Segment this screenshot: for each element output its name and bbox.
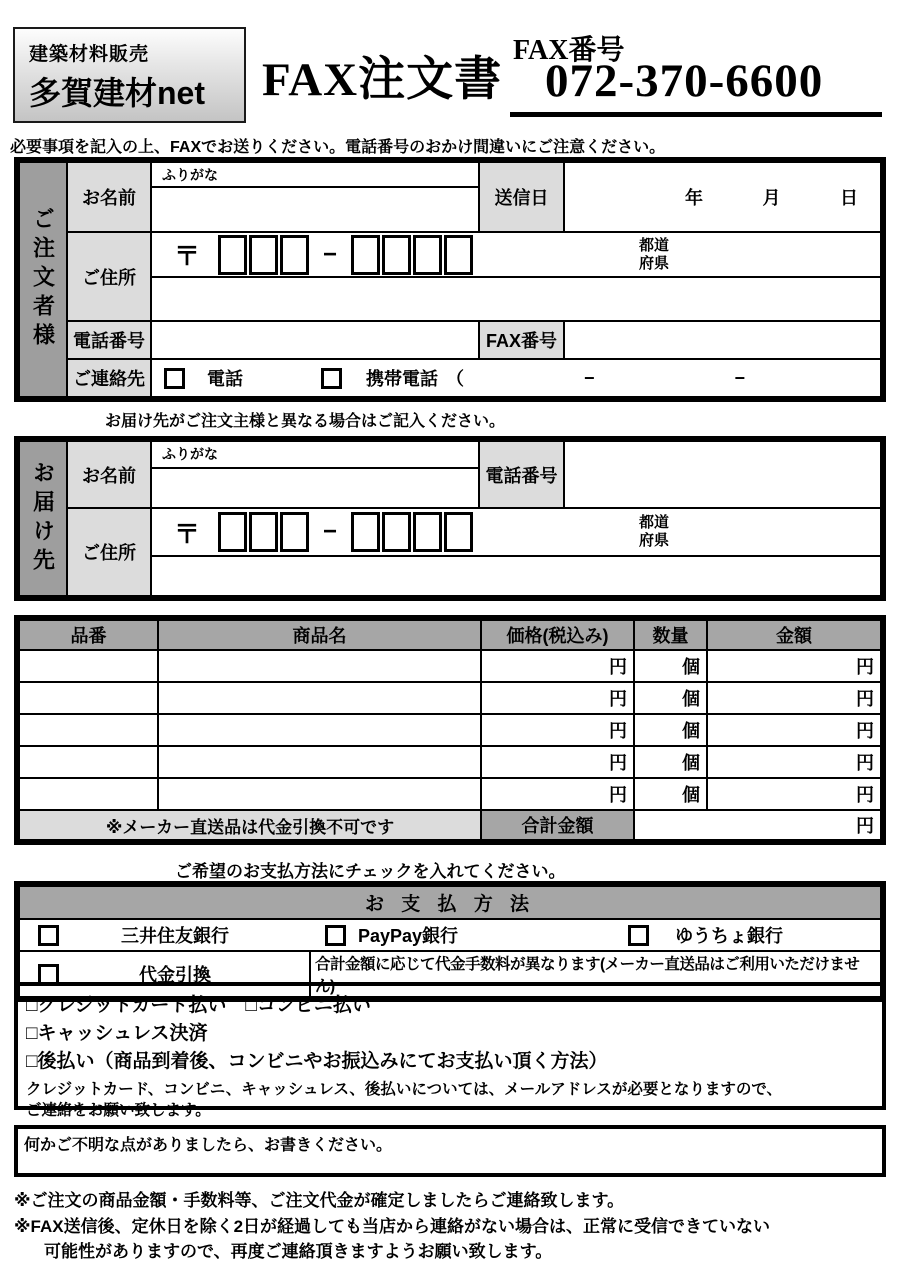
item-number-cell — [19, 746, 158, 778]
delivery-section-label: お届け先 — [19, 441, 67, 596]
amount-cell: 円 — [707, 650, 881, 682]
col-header-price: 価格(税込み) — [481, 620, 634, 650]
delivery-phone-label: 電話番号 — [479, 441, 564, 508]
item-number-cell — [19, 650, 158, 682]
postal-digit-box — [413, 235, 442, 275]
fax-number-label: FAX番号 — [513, 35, 625, 66]
contact-paren: （ — [446, 369, 464, 389]
orderer-name-label: お名前 — [67, 162, 151, 232]
send-date-label: 送信日 — [479, 162, 564, 232]
product-row — [19, 746, 881, 778]
col-header-product-name: 商品名 — [158, 620, 481, 650]
product-row — [19, 714, 881, 746]
col-header-quantity: 数量 — [634, 620, 707, 650]
orderer-name-field — [151, 187, 479, 232]
fax-number-value: 072-370-6600 — [545, 55, 824, 107]
price-cell: 円 — [481, 650, 634, 682]
postal-mark-icon: 〒 — [174, 518, 201, 549]
amount-cell: 円 — [707, 746, 881, 778]
footnote-price-confirmation: ※ご注文の商品金額・手数料等、ご注文代金が確定しましたらご連絡致します。 — [14, 1191, 625, 1210]
product-name-cell — [158, 682, 481, 714]
orderer-fax-field — [564, 321, 881, 359]
delivery-name-label: お名前 — [67, 441, 151, 508]
products-table — [14, 615, 886, 845]
footnote-fax-receipt-2: 可能性がありますので、再度ご連絡頂きますようお願い致します。 — [44, 1242, 553, 1261]
other-payment-box — [14, 982, 886, 1119]
send-date-field — [564, 162, 881, 232]
comment-box — [14, 1125, 886, 1177]
delivery-name-field — [151, 468, 479, 508]
prefecture-label: 都道 府県 — [639, 236, 670, 272]
contact-dash-2: − — [734, 367, 746, 388]
contact-phone-label: 電話 — [207, 369, 243, 389]
orderer-fax-label: FAX番号 — [479, 321, 564, 359]
delivery-address-field — [151, 556, 881, 596]
postal-digit-box — [249, 512, 278, 552]
product-name-cell — [158, 778, 481, 810]
prefecture-label: 都道 府県 — [639, 514, 670, 549]
postal-digit-box — [382, 512, 411, 552]
price-cell: 円 — [481, 778, 634, 810]
postal-digit-box — [413, 512, 442, 552]
product-name-cell — [158, 746, 481, 778]
product-row — [19, 778, 881, 810]
total-label: 合計金額 — [481, 810, 634, 840]
quantity-cell: 個 — [634, 714, 707, 746]
product-row — [19, 682, 881, 714]
price-cell: 円 — [481, 682, 634, 714]
amount-cell: 円 — [707, 682, 881, 714]
delivery-address-label: ご住所 — [67, 508, 151, 596]
col-header-item-number: 品番 — [19, 620, 158, 650]
postal-digit-box — [351, 235, 380, 275]
quantity-cell: 個 — [634, 650, 707, 682]
date-month-label: 月 — [762, 188, 781, 208]
postal-digit-box — [249, 235, 278, 275]
cod-fee-note: 合計金額に応じて代金手数料が異なります(メーカー直送品はご利用いただけません) — [310, 951, 881, 997]
orderer-address-field — [151, 277, 881, 321]
contact-mobile-checkbox[interactable] — [321, 368, 342, 389]
payment-header: お 支 払 方 法 — [19, 886, 881, 919]
cod-label: 代金引換 — [139, 965, 211, 985]
page-title: FAX注文書 — [262, 54, 503, 106]
delivery-intro: お届け先がご注文主様と異なる場合はご記入ください。 — [105, 413, 506, 430]
email-required-note-1: クレジットカード、コンビニ、キャッシュレス、後払いについては、メールアドレスが必要となりますので、 — [26, 1081, 783, 1098]
quantity-cell: 個 — [634, 682, 707, 714]
contact-phone-checkbox[interactable] — [164, 368, 185, 389]
contact-pref-label: ご連絡先 — [67, 359, 151, 397]
orderer-furigana-label: ふりがな — [151, 162, 479, 187]
postal-dash: − — [323, 518, 338, 545]
orderer-phone-label: 電話番号 — [67, 321, 151, 359]
deferred-payment-option[interactable]: □後払い（商品到着後、コンビニやお振込みにてお支払い頂く方法） — [26, 1051, 608, 1072]
direct-shipping-note: ※メーカー直送品は代金引換不可です — [19, 810, 481, 840]
price-cell: 円 — [481, 714, 634, 746]
postal-digit-box — [280, 235, 309, 275]
bank-smbc-checkbox[interactable] — [38, 925, 59, 946]
form-instruction: 必要事項を記入の上、FAXでお送りください。電話番号のおかけ間違いにご注意ください。 — [10, 139, 666, 156]
store-logo — [13, 27, 246, 123]
orderer-section-label: ご注文者様 — [19, 162, 67, 397]
quantity-cell: 個 — [634, 778, 707, 810]
postal-digit-box — [382, 235, 411, 275]
product-name-cell — [158, 650, 481, 682]
postal-digit-box — [444, 512, 473, 552]
product-row — [19, 650, 881, 682]
delivery-postal-row — [151, 508, 881, 556]
bank-paypay-label: PayPay銀行 — [358, 926, 459, 946]
email-required-note-2: ご連絡をお願い致します。 — [26, 1102, 211, 1119]
delivery-furigana-label: ふりがな — [151, 441, 479, 468]
postal-digit-box — [444, 235, 473, 275]
postal-mark-icon: 〒 — [174, 241, 201, 271]
postal-digit-box — [280, 512, 309, 552]
item-number-cell — [19, 682, 158, 714]
logo-subtitle: 建築材料販売 — [29, 44, 150, 65]
amount-cell: 円 — [707, 714, 881, 746]
bank-paypay-checkbox[interactable] — [325, 925, 346, 946]
col-header-amount: 金額 — [707, 620, 881, 650]
footnote-fax-receipt-1: ※FAX送信後、定休日を除く2日が経過しても当店から連絡がない場合は、正常に受信できていない — [14, 1217, 771, 1236]
contact-dash-1: − — [584, 367, 595, 388]
delivery-table — [14, 436, 886, 601]
date-day-label: 日 — [840, 188, 858, 208]
fax-number-underline — [510, 112, 882, 117]
payment-intro: ご希望のお支払方法にチェックを入れてください。 — [175, 862, 566, 881]
postal-dash: − — [323, 240, 338, 268]
cashless-option[interactable]: □キャッシュレス決済 — [26, 1023, 208, 1044]
orderer-address-label: ご住所 — [67, 232, 151, 321]
bank-smbc-label: 三井住友銀行 — [121, 926, 229, 946]
item-number-cell — [19, 778, 158, 810]
comment-box-label: 何かご不明な点がありましたら、お書きください。 — [24, 1137, 393, 1154]
postal-digit-box — [351, 512, 380, 552]
contact-pref-row — [151, 359, 881, 397]
bank-options-row — [19, 919, 881, 951]
total-amount-cell: 円 — [634, 810, 881, 840]
credit-convenience-options[interactable]: □クレジットカード払い □コンビニ払い — [26, 995, 371, 1016]
price-cell: 円 — [481, 746, 634, 778]
postal-digit-box — [218, 512, 247, 552]
product-name-cell — [158, 714, 481, 746]
orderer-table — [14, 157, 886, 402]
postal-digit-box — [218, 235, 247, 275]
contact-mobile-label: 携帯電話 — [366, 369, 438, 389]
orderer-postal-row — [151, 232, 881, 277]
amount-cell: 円 — [707, 778, 881, 810]
delivery-phone-field — [564, 441, 881, 508]
logo-title: 多賀建材net — [29, 75, 206, 111]
orderer-phone-field — [151, 321, 479, 359]
bank-yucho-label: ゆうちょ銀行 — [675, 926, 784, 946]
quantity-cell: 個 — [634, 746, 707, 778]
bank-yucho-checkbox[interactable] — [628, 925, 649, 946]
date-year-label: 年 — [685, 188, 703, 208]
item-number-cell — [19, 714, 158, 746]
